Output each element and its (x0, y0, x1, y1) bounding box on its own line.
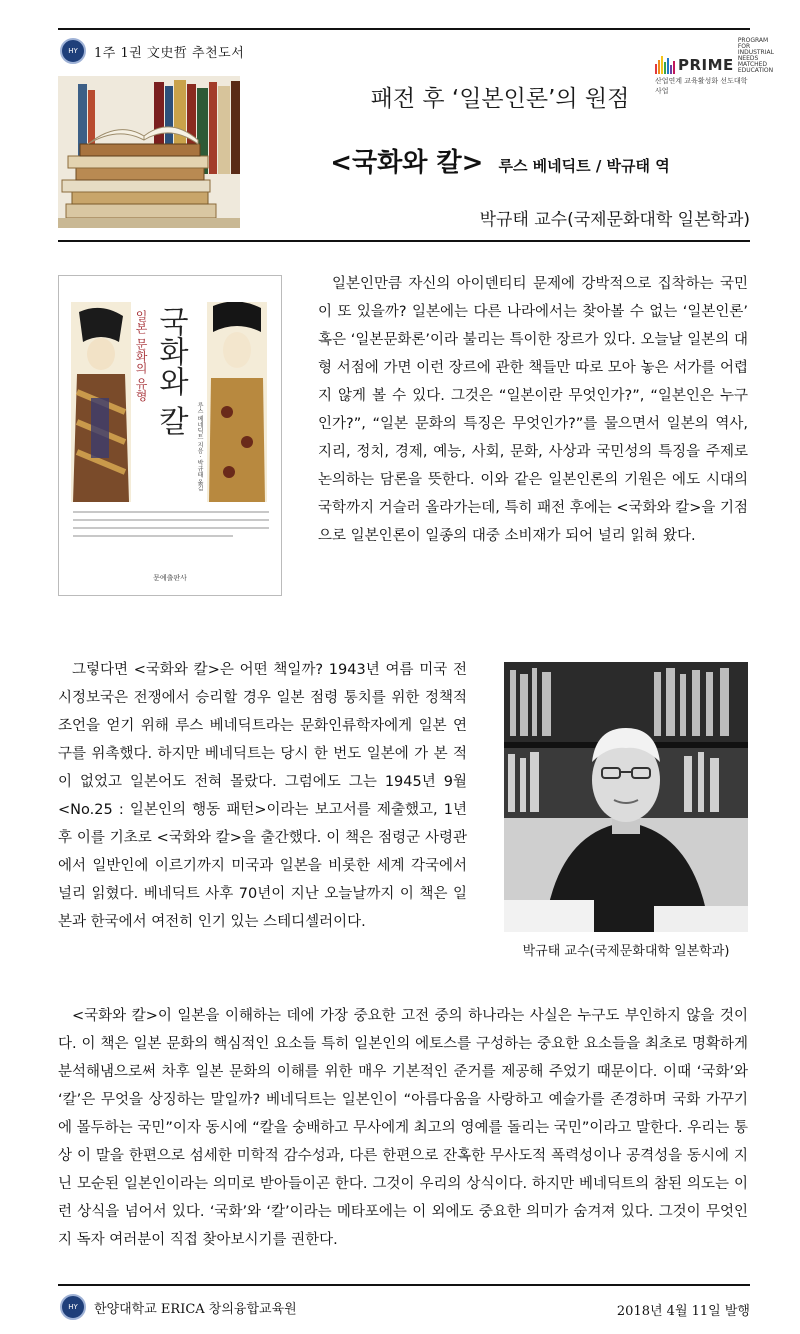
top-rule (58, 28, 750, 30)
prime-bar (670, 65, 672, 74)
university-seal-icon: HY (60, 38, 86, 64)
book-title-line (250, 142, 750, 179)
stacked-books-illustration (58, 76, 240, 228)
cover-author-line: 루스 베네딕트 지음 · 박규태 옮김 (196, 402, 203, 492)
prime-bar (655, 64, 657, 74)
paragraph-1: 일본인만큼 자신의 아이덴티티 문제에 강박적으로 집착하는 국민이 또 있을까? 일본에는 다른 나라에서는 찾아볼 수 없는 ‘일본인론’ 혹은 ‘일본문화론’이라 불리는 특이한 장르가 있다. 오늘날 일본의 대형 서점에 가면 이런 장르에 관한 책들만 따로 모아 놓은 서가를 어렵지 않게 볼 수 있다. 그것은 “일본이란 무엇인가?”, “일본인은 누구인가?”, “일본 문화의 특징은 무엇인가?”를 물으면서 일본의 역사, 지리, 정치, 경제, 예능, 사회, 문화, 사상과 국민성의 특징을 주제로 논의하는 담론을 뜻한다. 이와 같은 일본인론의 기원은 에도 시대의 국학까지 거슬러 올라가는데, 특히 패전 후에는 <국화와 칼>을 기점으로 일본인론이 일종의 대중 소비재가 되어 널리 읽혀 왔다. (318, 276, 748, 544)
footer-institution-name: 한양대학교 ERICA 창의융합교육원 (94, 1301, 297, 1317)
cover-publisher: 문예출판사 (153, 574, 187, 582)
cover-ukiyoe-left-icon (71, 302, 131, 502)
footer-seal-icon: HY (60, 1294, 86, 1320)
prime-bar (664, 62, 666, 74)
footer-date: 2018년 4월 11일 발행 (616, 1304, 750, 1319)
paragraph-3: <국화와 칼>이 일본을 이해하는 데에 가장 중요한 고전 중의 하나라는 사실은 누구도 부인하지 않을 것이다. 이 책은 일본 문화의 핵심적인 요소들 특히 일본인의 에토스를 구성하는 중요한 요소들을 최초로 명확하게 분석해냄으로써 차후 일본 문화의 이해를 위한 매우 기본적인 준거를 제공해 주었기 때문이다. 이때 ‘국화’와 ‘칼’은 무엇을 상징하는 말일까? 베네딕트는 일본인이 “아름다움을 사랑하고 예술가를 존경하며 국화 가꾸기에 몰두하는 국민”이자 동시에 “칼을 숭배하고 무사에게 최고의 영예를 돌리는 국민”이라고 말한다. 우리는 통상 이 말을 한편으로 섬세한 미학적 감수성과, 다른 한편으로 잔혹한 무사도적 폭력성이나 공격성을 동시에 지닌 모순된 일본인이라는 의미로 받아들이곤 한다. 그것이 우리의 상식이다. 하지만 베네딕트의 참된 의도는 이런 상식을 넘어서 있다. ‘국화’와 ‘칼’이라는 메타포에는 이 외에도 중요한 의미가 숨겨져 있다. 그것이 무엇인지 독자 여러분이 직접 찾아보시기를 권한다. (58, 1008, 748, 1248)
portrait-caption: 박규태 교수(국제문화대학 일본학과) (522, 944, 730, 959)
prime-bar (661, 56, 663, 74)
header-brand (60, 38, 244, 64)
book-cover-image (58, 275, 282, 596)
prime-bar (658, 60, 660, 74)
prime-logo-sub: PROGRAM FOR INDUSTRIAL NEEDS MATCHED EDUCATION (737, 37, 774, 74)
cover-blurb-lines (73, 508, 269, 544)
series-title: 1주 1권 文史哲 추천도서 (94, 45, 245, 61)
cover-ukiyoe-right-icon (207, 302, 267, 502)
prime-bars-icon (655, 56, 675, 74)
prime-bar (673, 61, 675, 74)
footer-institution (60, 1294, 297, 1320)
cover-title: 국화와 칼 (153, 306, 188, 436)
reviewer-portrait (504, 662, 748, 932)
prime-logo-word: PRIME (678, 56, 734, 74)
cover-subtitle: 일본 문화의 유형 (134, 310, 148, 402)
header-bottom-rule (58, 240, 750, 242)
reviewer-name: 박규태 교수(국제문화대학 일본학과) (479, 210, 750, 230)
article-headline: 패전 후 ‘일본인론’의 원점 (370, 86, 630, 112)
prime-logo-tagline: 산업연계 교육활성화 선도대학 사업 (655, 77, 748, 95)
books-photo (58, 76, 240, 228)
reviewer-portrait-illustration (504, 662, 748, 932)
paragraph-2: 그렇다면 <국화와 칼>은 어떤 책일까? 1943년 여름 미국 전시정보국은 전쟁에서 승리할 경우 일본 점령 통치를 위한 정책적 조언을 얻기 위해 루스 베네딕트라는 문화인류학자에게 일본 연구를 위촉했다. 하지만 베네딕트는 당시 한 번도 일본에 가 본 적이 없었고 일본어도 전혀 몰랐다. 그럼에도 그는 1945년 9월 <No.25 : 일본인의 행동 패턴>이라는 보고서를 제출했고, 1년 후 이를 기초로 <국화와 칼>을 출간했다. 이 책은 점령군 사령관에서 일반인에 이르기까지 미국과 일본을 비롯한 세계 각국에서 널리 읽혔다. 베네딕트 사후 70년이 지난 오늘날까지 이 책은 일본과 한국에서 여전히 인기 있는 스테디셀러이다. (58, 662, 467, 930)
footer-rule (58, 1284, 750, 1286)
book-title: <국화와 칼> (330, 148, 484, 178)
book-author: 루스 베네딕트 / 박규태 역 (498, 157, 670, 175)
prime-bar (667, 58, 669, 74)
